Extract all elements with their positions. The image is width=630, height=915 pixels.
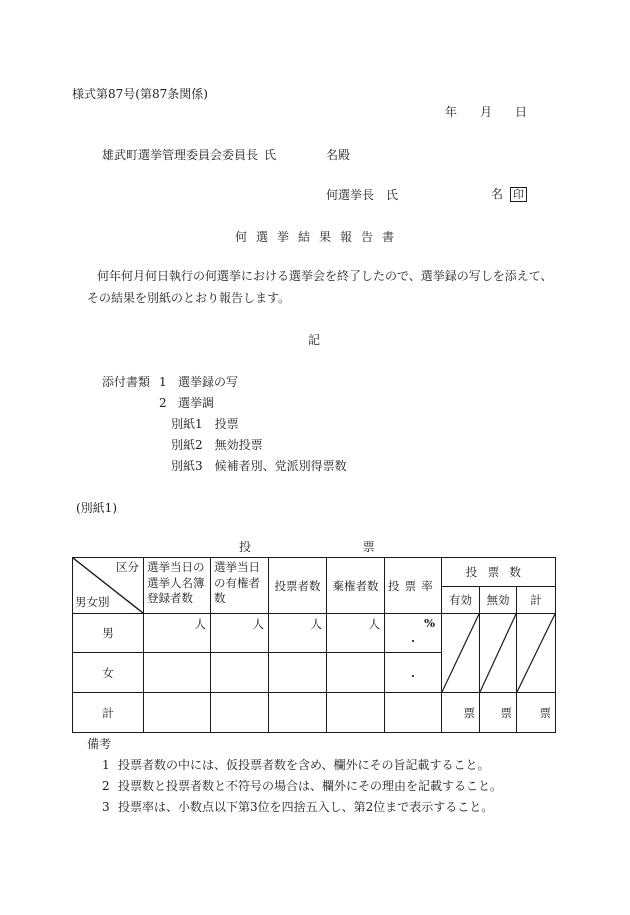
table-row-total bbox=[73, 693, 556, 733]
header-ballots: 投票数 bbox=[442, 558, 556, 587]
corner-bottom-label: 男女別 bbox=[75, 594, 110, 609]
table-title: 投票 bbox=[239, 540, 487, 554]
corner-top-label: 区分 bbox=[116, 560, 139, 574]
header-invalid: 無効 bbox=[480, 587, 517, 614]
note-1-no: 1 bbox=[102, 758, 110, 772]
row-label-male: 男 bbox=[73, 614, 144, 653]
decimal-dot: . bbox=[410, 631, 415, 645]
table-row-male bbox=[73, 614, 556, 653]
attachments-label: 添付書類 bbox=[102, 375, 151, 389]
sender-title: 何選挙長 bbox=[326, 188, 375, 202]
header-valid: 有効 bbox=[442, 587, 480, 614]
note-2: 投票数と投票者数と不符号の場合は、欄外にその理由を記載すること。 bbox=[118, 779, 503, 793]
ballot-unit: 票 bbox=[517, 693, 556, 733]
attachment-2: 選挙調 bbox=[178, 396, 215, 410]
addressee-suffix: 氏 bbox=[264, 148, 277, 162]
ballot-invalid-blank bbox=[480, 614, 517, 693]
percent-unit: % bbox=[424, 616, 435, 630]
ballot-unit: 票 bbox=[480, 693, 517, 733]
header-total: 計 bbox=[517, 587, 556, 614]
header-rate: 投票率 bbox=[385, 558, 442, 614]
cell-unit: 人 bbox=[269, 614, 327, 653]
corner-header-cell bbox=[73, 558, 144, 614]
date-month: 月 bbox=[480, 105, 493, 119]
body-line-2: その結果を別紙のとおり報告します。 bbox=[87, 291, 291, 305]
rate-cell-male bbox=[385, 614, 442, 653]
document-title: 何選挙結果報告書 bbox=[235, 230, 404, 244]
note-3: 投票率は、小数点以下第3位を四捨五入し、第2位まで表示すること。 bbox=[118, 800, 494, 814]
body-line-1: 何年何月何日執行の何選挙における選挙会を終了したので、選挙録の写しを添えて、 bbox=[97, 269, 553, 283]
header-registered: 選挙当日の選挙人名簿登録者数 bbox=[144, 558, 211, 614]
ballot-total-blank bbox=[517, 614, 556, 693]
decimal-dot: . bbox=[410, 665, 415, 680]
sender-name: 名 bbox=[491, 187, 504, 201]
note-2-no: 2 bbox=[102, 779, 110, 793]
note-3-no: 3 bbox=[102, 800, 110, 814]
cell-unit: 人 bbox=[144, 614, 211, 653]
annex-label: (別紙1) bbox=[76, 501, 117, 515]
cell-unit: 人 bbox=[211, 614, 269, 653]
attachment-sub-3: 別紙3 候補者別、党派別得票数 bbox=[171, 459, 347, 473]
date-year: 年 bbox=[445, 105, 458, 119]
attachment-2-no: 2 bbox=[159, 396, 167, 410]
addressee-org: 雄武町選挙管理委員会委員長 bbox=[102, 148, 259, 162]
cell-unit: 人 bbox=[327, 614, 385, 653]
vote-table bbox=[72, 557, 556, 733]
sender-suffix: 氏 bbox=[386, 188, 399, 202]
sender-name-line bbox=[491, 187, 527, 202]
attachment-1-no: 1 bbox=[159, 375, 167, 389]
date-day: 日 bbox=[515, 105, 528, 119]
ballot-valid-blank bbox=[442, 614, 480, 693]
row-label-total: 計 bbox=[73, 693, 144, 733]
attachment-sub-2: 別紙2 無効投票 bbox=[171, 438, 263, 452]
row-label-female: 女 bbox=[73, 653, 144, 693]
ballot-unit: 票 bbox=[442, 693, 480, 733]
attachment-sub-1: 別紙1 投票 bbox=[171, 417, 239, 431]
attachment-1: 選挙録の写 bbox=[178, 375, 239, 389]
header-abstain: 棄権者数 bbox=[327, 558, 385, 614]
note-1: 投票者数の中には、仮投票者数を含め、欄外にその旨記載すること。 bbox=[118, 758, 490, 772]
form-number: 様式第87号(第87条関係) bbox=[72, 87, 208, 101]
ki-mark: 記 bbox=[308, 333, 321, 347]
rate-cell-female bbox=[385, 653, 442, 693]
header-eligible: 選挙当日の有権者数 bbox=[211, 558, 269, 614]
header-voters: 投票者数 bbox=[269, 558, 327, 614]
notes-title: 備考 bbox=[87, 737, 112, 751]
addressee-title: 名殿 bbox=[326, 148, 351, 162]
seal-mark: 印 bbox=[510, 187, 527, 202]
